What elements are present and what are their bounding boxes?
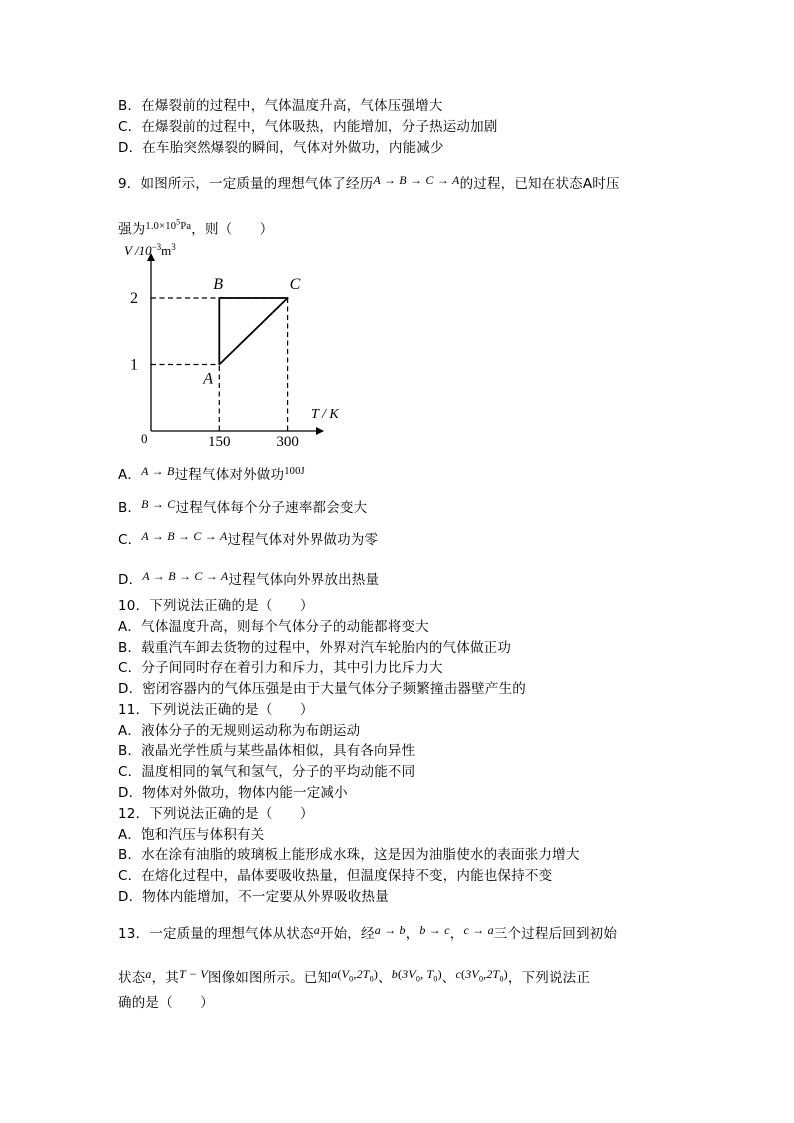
q11-option-a: A．液体分子的无规则运动称为布朗运动 (118, 723, 361, 739)
q13-sep3: 、 (378, 970, 392, 986)
q10-option-b: B．载重汽车卸去货物的过程中，外界对汽车轮胎内的气体做正功 (118, 640, 512, 656)
q13-text-s1: 13．一定质量的理想气体从状态 (118, 926, 314, 942)
state-label-C: C (289, 276, 301, 293)
q9-pressure-unit: Pa (180, 220, 192, 232)
q8-option-c: C．在爆裂前的过程中，气体吸热，内能增加，分子热运动加剧 (118, 119, 498, 135)
y-tick-2: 2 (130, 290, 138, 307)
q9-option-c-text: 过程气体对外界做功为零 (227, 532, 379, 548)
q9-pressure-value: 1.0×10 (145, 220, 177, 232)
q13-text-s2: 开始，经 (319, 926, 375, 942)
q13-stem-line2 (118, 965, 590, 988)
q13-text-s5: ，其 (151, 970, 180, 986)
q13-text-s4: 状态 (118, 970, 146, 986)
q9-option-c (118, 527, 378, 549)
tick-labels (130, 290, 299, 450)
q12-stem: 12．下列说法正确的是（ ） (118, 806, 314, 822)
q9-option-a-text: 过程气体对外做功 (174, 467, 285, 483)
x-tick-150: 150 (208, 434, 231, 450)
q11-option-b: B．液晶光学性质与某些晶体相似，具有各向异性 (118, 743, 416, 759)
y-axis-label (124, 242, 176, 258)
state-label-A: A (203, 370, 214, 388)
q9-option-c-math: A → B → C → A (141, 529, 228, 543)
q10-option-d: D．密闭容器内的气体压强是由于大量气体分子频繁撞击器壁产生的 (118, 681, 526, 697)
q10-stem: 10．下列说法正确的是（ ） (118, 598, 314, 614)
y-axis-label-main: V /10 (124, 243, 152, 258)
q13-math-bc: b → c (419, 923, 450, 937)
y-axis-label-unit-exp: 3 (171, 242, 176, 252)
q9-option-a (118, 462, 305, 484)
q9-option-d-prefix: D． (118, 572, 143, 588)
q13-sep4: 、 (441, 970, 456, 986)
q9-pressure-exp: 5 (176, 217, 181, 226)
q9-stem-text3: 强为 (118, 221, 146, 238)
q9-option-b-text: 过程气体每个分子速率都会变大 (175, 500, 368, 516)
x-axis-label: T / K (311, 407, 339, 422)
q13-text-s6: 图像如图所示。已知 (207, 970, 332, 986)
x-tick-300: 300 (276, 434, 299, 450)
q9-pressure (145, 217, 192, 232)
q9-stem-text2: 的过程，已知在状态A时压 (459, 176, 620, 192)
q12-option-d: D．物体内能增加，不一定要从外界吸收热量 (118, 889, 389, 905)
origin-label: 0 (141, 431, 148, 446)
q9-stem-line1 (118, 171, 620, 193)
q9-stem-line2 (118, 213, 273, 239)
q13-stem-line1 (118, 921, 617, 943)
q12-option-a: A．饱和汽压与体积有关 (118, 827, 265, 843)
state-labels (202, 276, 300, 388)
q13-text-s3: 三个过程后回到初始 (493, 926, 618, 942)
q11-option-d: D．物体对外做功，物体内能一定减小 (118, 785, 348, 801)
q13-point-a: $a(V_0,2T_0)$ (331, 967, 379, 984)
y-axis-label-exp: −3 (151, 242, 162, 252)
q9-option-a-prefix: A． (118, 467, 142, 483)
cycle-path (219, 298, 287, 365)
q13-math-ca: c → a (463, 923, 494, 937)
q9-stem-text4: ，则（ ） (191, 221, 274, 238)
q10-option-a: A．气体温度升高，则每个气体分子的动能都将变大 (118, 619, 429, 635)
q13-var-a2: a (145, 967, 152, 981)
q8-option-b: B．在爆裂前的过程中，气体温度升高，气体压强增大 (118, 98, 443, 114)
q13-math-ab: a → b (374, 923, 406, 937)
q9-option-d-math: A → B → C → A (142, 569, 229, 583)
q8-option-d: D．在车胎突然爆裂的瞬间，气体对外做功，内能减少 (118, 140, 444, 156)
q10-option-c: C．分子间同时存在着引力和斥力，其中引力比斥力大 (118, 660, 443, 676)
y-tick-1: 1 (130, 356, 138, 374)
q12-option-b: B．水在涂有油脂的玻璃板上能形成水珠，这是因为油脂使水的表面张力增大 (118, 847, 580, 863)
q13-sep1: ， (405, 926, 420, 942)
q9-option-a-math: A → B (141, 464, 175, 478)
q11-stem: 11．下列说法正确的是（ ） (118, 702, 314, 718)
q9-option-d (118, 567, 379, 589)
q11-option-c: C．温度相同的氧气和氢气，分子的平均动能不同 (118, 764, 416, 780)
q13-text-s7: ，下列说法正 (507, 970, 591, 986)
q13-stem-line3: 确的是（ ） (118, 995, 214, 1011)
q13-sep2: ， (449, 926, 464, 942)
q9-option-b-math: B → C (141, 497, 176, 511)
q13-math-tv: T − V (179, 967, 208, 981)
q13-var-a: a (313, 923, 320, 937)
segment-C-A (219, 298, 287, 365)
vt-graph (118, 238, 358, 453)
q12-option-c: C．在熔化过程中，晶体要吸收热量，但温度保持不变，内能也保持不变 (118, 868, 553, 884)
q13-point-c: $c(3V_0,2T_0)$ (455, 967, 508, 984)
q13-point-b: $b(3V_0$, $T_0$) (391, 967, 442, 984)
q9-stem-text1: 9．如图所示，一定质量的理想气体了经历 (118, 176, 374, 192)
q9-option-d-text: 过程气体向外界放出热量 (228, 572, 380, 588)
y-axis-label-unit: m (161, 243, 172, 258)
q9-option-a-value: 100J (284, 466, 305, 477)
q9-option-b (118, 495, 367, 517)
q9-option-c-prefix: C． (118, 532, 142, 548)
q9-option-b-prefix: B． (118, 500, 142, 516)
q9-cycle-math: A → B → C → A (373, 173, 460, 187)
state-label-B: B (213, 276, 224, 293)
